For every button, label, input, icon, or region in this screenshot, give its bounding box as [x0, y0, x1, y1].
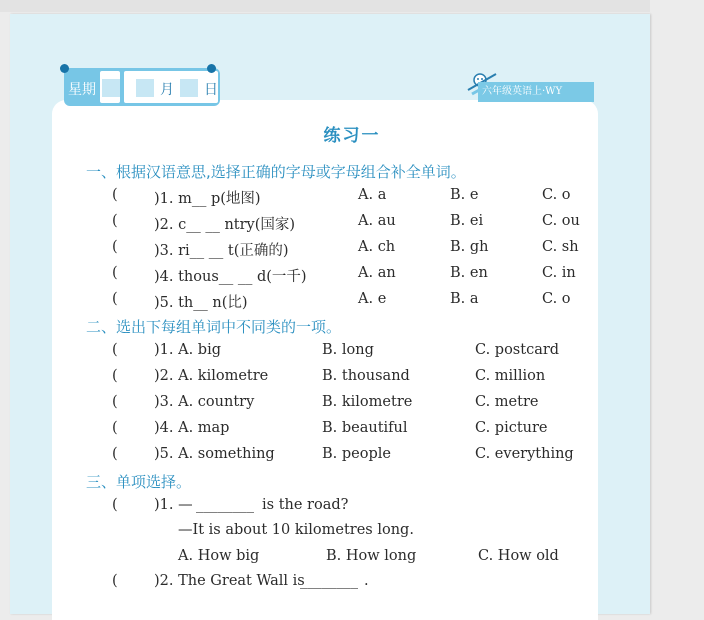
- section-heading: 三、单项选择。: [86, 473, 192, 491]
- option-a[interactable]: A. an: [358, 265, 396, 281]
- option-b[interactable]: B. e: [450, 187, 479, 203]
- option-a[interactable]: A. e: [358, 291, 387, 307]
- answer-blank[interactable]: ________: [300, 573, 358, 589]
- question-text: )3. A. country: [154, 394, 255, 410]
- question-text: )4. thous__ __ d(一千): [154, 269, 307, 285]
- question-text: )5. A. something: [154, 446, 275, 462]
- option-c[interactable]: C. ou: [542, 213, 580, 229]
- option-c[interactable]: C. postcard: [475, 342, 560, 358]
- question-text: )1. —: [154, 497, 193, 513]
- question-text: )5. th__ n(比): [154, 295, 248, 311]
- answer-blank[interactable]: ________: [196, 497, 254, 513]
- section-heading: 一、根据汉语意思,选择正确的字母或字母组合补全单词。: [86, 163, 466, 181]
- option-b[interactable]: B. gh: [450, 239, 489, 255]
- weekday-slot[interactable]: [102, 79, 120, 97]
- option-b[interactable]: B. beautiful: [322, 420, 408, 436]
- page-title: 练习一: [323, 126, 381, 146]
- day-label: 日: [204, 82, 218, 98]
- question-text: )2. The Great Wall is: [154, 573, 305, 589]
- option-c[interactable]: C. sh: [542, 239, 579, 255]
- month-slot[interactable]: [136, 79, 154, 97]
- question-text: )1. A. big: [154, 342, 221, 358]
- option-a[interactable]: A. How big: [178, 548, 260, 564]
- question-text: )1. m__ p(地图): [154, 191, 261, 207]
- background-strip: [0, 0, 650, 12]
- weekday-label: 星期: [68, 82, 96, 98]
- option-c[interactable]: C. everything: [475, 446, 574, 462]
- pin-icon: [207, 64, 216, 73]
- question-text: )2. A. kilometre: [154, 368, 269, 384]
- option-b[interactable]: B. long: [322, 342, 374, 358]
- option-b[interactable]: B. a: [450, 291, 479, 307]
- option-a[interactable]: A. a: [358, 187, 387, 203]
- book-badge: 六年级英语上·WY: [478, 82, 594, 102]
- option-b[interactable]: B. ei: [450, 213, 484, 229]
- option-c[interactable]: C. metre: [475, 394, 539, 410]
- option-b[interactable]: B. kilometre: [322, 394, 413, 410]
- option-c[interactable]: C. How old: [478, 548, 559, 564]
- option-c[interactable]: C. million: [475, 368, 546, 384]
- question-text: )4. A. map: [154, 420, 230, 436]
- month-label: 月: [160, 82, 174, 98]
- option-c[interactable]: C. picture: [475, 420, 548, 436]
- day-slot[interactable]: [180, 79, 198, 97]
- option-a[interactable]: A. au: [358, 213, 396, 229]
- option-c[interactable]: C. in: [542, 265, 576, 281]
- question-text: )3. ri__ __ t(正确的): [154, 243, 289, 259]
- option-c[interactable]: C. o: [542, 291, 571, 307]
- option-b[interactable]: B. How long: [326, 548, 417, 564]
- option-b[interactable]: B. people: [322, 446, 391, 462]
- pin-icon: [60, 64, 69, 73]
- option-c[interactable]: C. o: [542, 187, 571, 203]
- option-a[interactable]: A. ch: [358, 239, 396, 255]
- section-heading: 二、选出下每组单词中不同类的一项。: [86, 318, 342, 336]
- option-b[interactable]: B. en: [450, 265, 488, 281]
- question-text: )2. c__ __ ntry(国家): [154, 217, 296, 233]
- question-text-rest: is the road?: [262, 497, 349, 513]
- option-b[interactable]: B. thousand: [322, 368, 410, 384]
